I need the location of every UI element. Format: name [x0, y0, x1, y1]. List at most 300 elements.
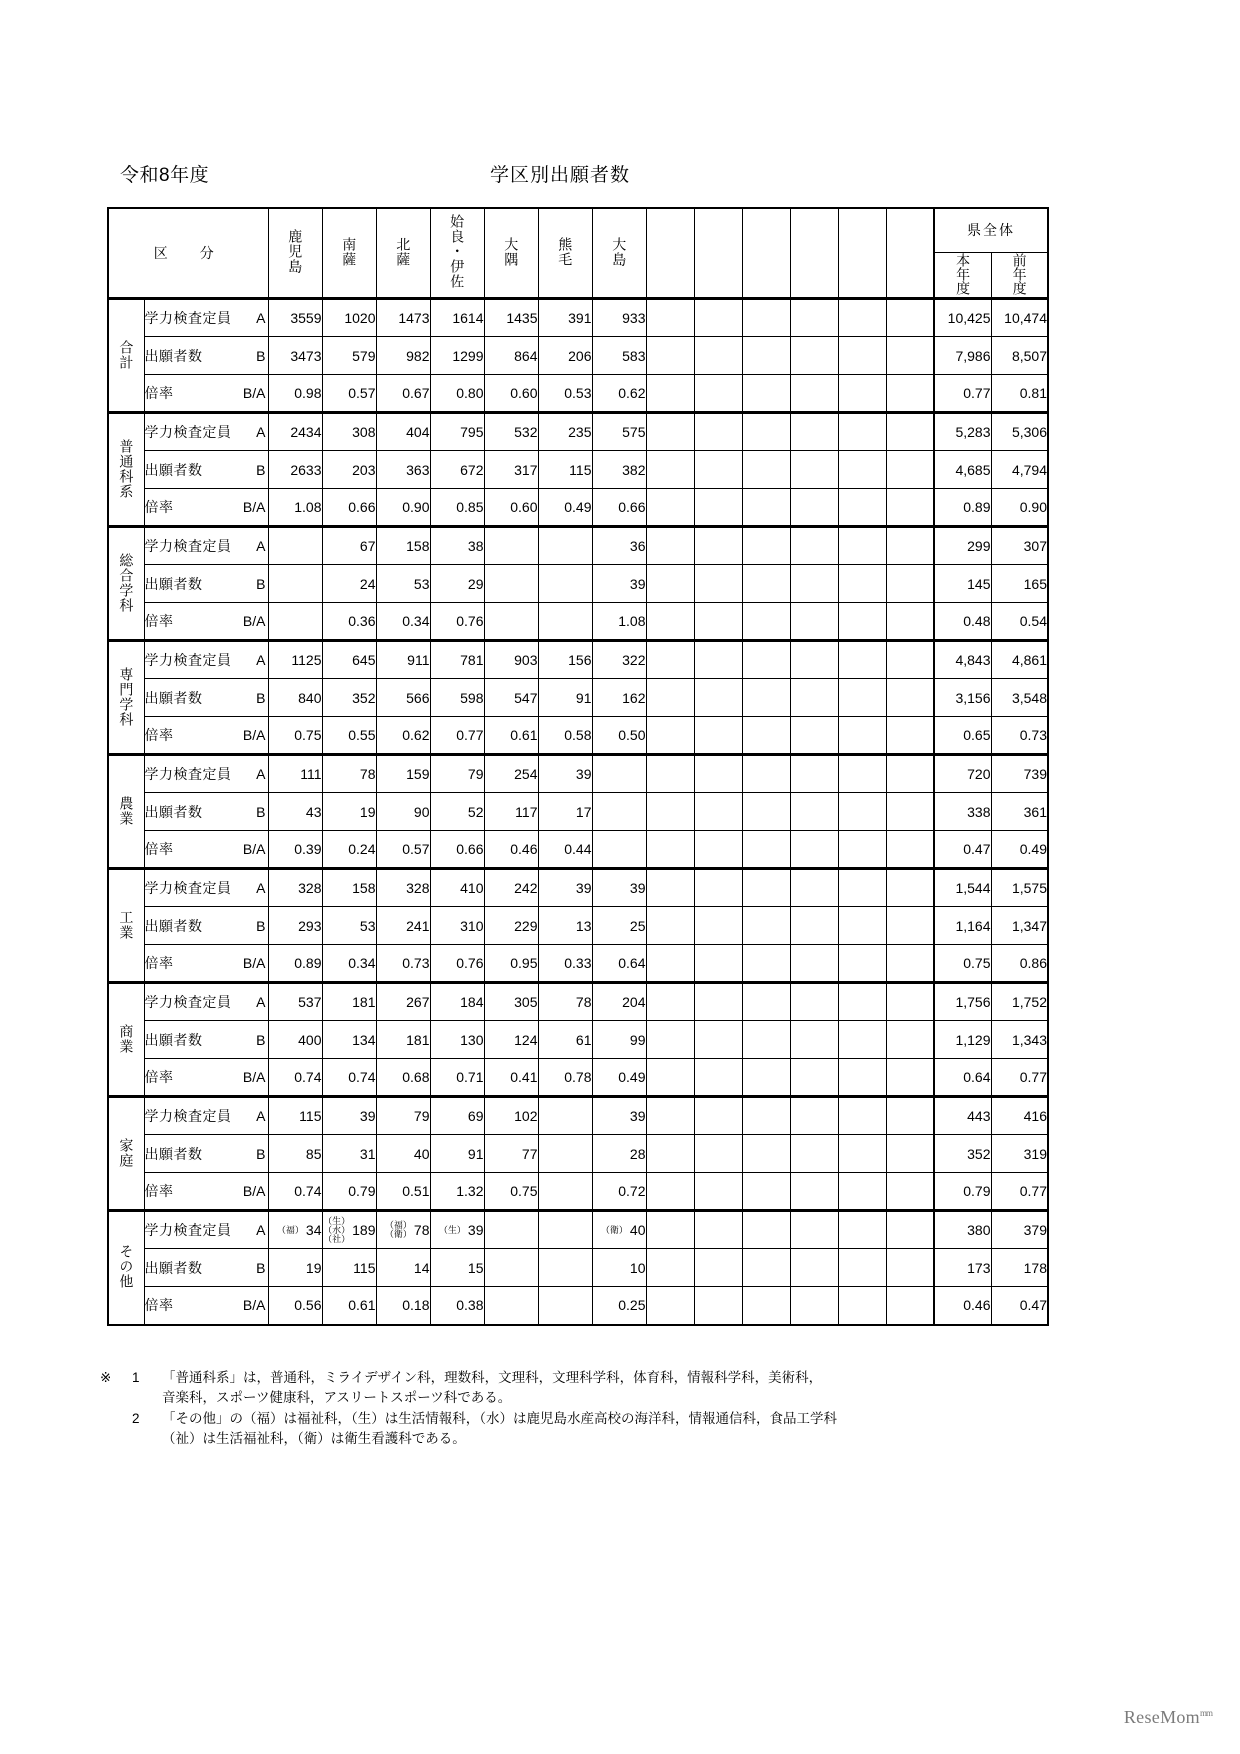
- cell-value: 537: [268, 983, 322, 1021]
- cell-blank: [694, 1249, 742, 1287]
- cell-value: 130: [430, 1021, 484, 1059]
- cell-value: 0.66: [592, 489, 646, 527]
- cell-blank: [790, 565, 838, 603]
- cell-total-this-year: 1,129: [934, 1021, 991, 1059]
- cell-total-last-year: 319: [991, 1135, 1048, 1173]
- cell-blank: [646, 907, 694, 945]
- cell-value: 2434: [268, 413, 322, 451]
- cell-total-this-year: 338: [934, 793, 991, 831]
- cell-blank: [694, 869, 742, 907]
- row-item-name: 倍率: [144, 1297, 174, 1314]
- watermark-suffix: mm: [1199, 1708, 1212, 1718]
- cell-value: 363: [376, 451, 430, 489]
- row-item-label: [144, 1287, 268, 1325]
- row-item-code: B: [256, 575, 266, 592]
- cell-value: 293: [268, 907, 322, 945]
- cell-value: 781: [430, 641, 484, 679]
- footnote-number: 2: [132, 1410, 140, 1426]
- cell-value: 19: [268, 1249, 322, 1287]
- cell-value: 0.73: [376, 945, 430, 983]
- cell-value: 69: [430, 1097, 484, 1135]
- row-item-code: A: [256, 1222, 266, 1239]
- cell-blank: [694, 375, 742, 413]
- cell-value: 15: [430, 1249, 484, 1287]
- cell-value: 0.46: [484, 831, 538, 869]
- cell-blank: [694, 527, 742, 565]
- row-item-label: [144, 299, 268, 337]
- cell-value: 235: [538, 413, 592, 451]
- row-item-name: 倍率: [144, 385, 174, 402]
- footnote-line: [100, 1368, 1060, 1388]
- row-item-label: [144, 983, 268, 1021]
- table-row: [108, 1021, 1048, 1059]
- cell-value: [484, 1211, 538, 1249]
- header-district-label: 大島: [611, 236, 628, 267]
- cell-value: 117: [484, 793, 538, 831]
- cell-value: 0.74: [322, 1059, 376, 1097]
- row-item-code: A: [256, 994, 266, 1011]
- row-item-label: [144, 641, 268, 679]
- cell-value: 391: [538, 299, 592, 337]
- cell-blank: [646, 793, 694, 831]
- cell-blank: [694, 337, 742, 375]
- cell-value: 25: [592, 907, 646, 945]
- cell-value: [484, 565, 538, 603]
- cell-value: 19: [322, 793, 376, 831]
- cell-blank: [694, 1021, 742, 1059]
- cell-value: 10: [592, 1249, 646, 1287]
- cell-blank: [646, 527, 694, 565]
- cell-value: 583: [592, 337, 646, 375]
- cell-blank: [790, 945, 838, 983]
- cell-blank: [838, 793, 886, 831]
- cell-value: 0.56: [268, 1287, 322, 1325]
- table-row: [108, 413, 1048, 451]
- cell-total-this-year: 5,283: [934, 413, 991, 451]
- cell-value: 17: [538, 793, 592, 831]
- header-this-year-label: 本年度: [955, 252, 972, 295]
- header-blank-6: [886, 208, 934, 299]
- row-item-name: 出願者数: [144, 347, 203, 364]
- cell-total-this-year: 1,756: [934, 983, 991, 1021]
- header-district-label: 大隅: [503, 236, 520, 267]
- cell-total-last-year: 178: [991, 1249, 1048, 1287]
- row-item-code: A: [256, 880, 266, 897]
- header-district-2: [322, 208, 376, 299]
- row-item-label: [144, 451, 268, 489]
- cell-value: 43: [268, 793, 322, 831]
- row-item-label: [144, 869, 268, 907]
- cell-blank: [886, 1097, 934, 1135]
- cell-total-this-year: 299: [934, 527, 991, 565]
- row-group-label-4: [108, 641, 144, 755]
- cell-value: 400: [268, 1021, 322, 1059]
- row-group-label-2: [108, 413, 144, 527]
- cell-value: 1614: [430, 299, 484, 337]
- row-item-code: B: [256, 347, 266, 364]
- table-row: [108, 451, 1048, 489]
- cell-blank: [694, 1135, 742, 1173]
- cell-blank: [886, 869, 934, 907]
- cell-blank: [646, 1287, 694, 1325]
- cell-value: 204: [592, 983, 646, 1021]
- row-item-name: 学力検査定員: [144, 880, 232, 897]
- cell-total-last-year: 0.77: [991, 1173, 1048, 1211]
- cell-blank: [838, 1249, 886, 1287]
- cell-total-last-year: 416: [991, 1097, 1048, 1135]
- cell-value: [268, 565, 322, 603]
- cell-total-this-year: 0.48: [934, 603, 991, 641]
- table-row: [108, 717, 1048, 755]
- cell-blank: [838, 375, 886, 413]
- cell-blank: [742, 337, 790, 375]
- cell-value: 864: [484, 337, 538, 375]
- row-item-code: B/A: [242, 727, 266, 744]
- cell-value: 0.89: [268, 945, 322, 983]
- cell-blank: [790, 299, 838, 337]
- cell-blank: [790, 679, 838, 717]
- row-item-code: A: [256, 766, 266, 783]
- cell-annotation: （生）: [438, 1224, 466, 1235]
- cell-blank: [742, 1249, 790, 1287]
- cell-value: 85: [268, 1135, 322, 1173]
- cell-value: [322, 1211, 376, 1249]
- table-row: [108, 489, 1048, 527]
- header-blank-2: [694, 208, 742, 299]
- cell-value: 102: [484, 1097, 538, 1135]
- cell-total-this-year: 0.65: [934, 717, 991, 755]
- cell-total-last-year: 8,507: [991, 337, 1048, 375]
- cell-value: 254: [484, 755, 538, 793]
- cell-value: 404: [376, 413, 430, 451]
- row-item-code: B/A: [242, 499, 266, 516]
- cell-blank: [886, 299, 934, 337]
- table-row: [108, 1059, 1048, 1097]
- cell-value: 0.60: [484, 375, 538, 413]
- table-row: [108, 299, 1048, 337]
- cell-blank: [886, 1249, 934, 1287]
- row-group-name: 専門学科: [118, 666, 135, 727]
- cell-value: 0.58: [538, 717, 592, 755]
- table-row: [108, 1249, 1048, 1287]
- cell-value: 317: [484, 451, 538, 489]
- cell-blank: [838, 413, 886, 451]
- footnote-line: [100, 1409, 1060, 1429]
- row-group-name: 商業: [118, 1023, 135, 1054]
- row-group-label-3: [108, 527, 144, 641]
- cell-blank: [646, 641, 694, 679]
- header-last-year: [991, 252, 1048, 299]
- cell-blank: [742, 641, 790, 679]
- cell-value: 3473: [268, 337, 322, 375]
- cell-value: 0.66: [322, 489, 376, 527]
- cell-blank: [838, 1211, 886, 1249]
- row-item-code: B/A: [242, 1297, 266, 1314]
- cell-blank: [694, 945, 742, 983]
- header-district-label: 鹿児島: [287, 229, 304, 275]
- cell-value: [538, 1173, 592, 1211]
- cell-value: 162: [592, 679, 646, 717]
- cell-total-this-year: 4,843: [934, 641, 991, 679]
- cell-total-this-year: 145: [934, 565, 991, 603]
- cell-blank: [646, 1097, 694, 1135]
- cell-total-this-year: 352: [934, 1135, 991, 1173]
- cell-total-this-year: 173: [934, 1249, 991, 1287]
- row-item-name: 学力検査定員: [144, 424, 232, 441]
- cell-blank: [790, 641, 838, 679]
- cell-value: 1020: [322, 299, 376, 337]
- table-row: [108, 755, 1048, 793]
- row-group-name: 家庭: [118, 1137, 135, 1168]
- cell-blank: [886, 907, 934, 945]
- cell-value: 111: [268, 755, 322, 793]
- cell-total-last-year: 1,343: [991, 1021, 1048, 1059]
- cell-value: 0.61: [484, 717, 538, 755]
- cell-blank: [694, 451, 742, 489]
- table-row: [108, 907, 1048, 945]
- cell-value: 0.57: [376, 831, 430, 869]
- row-item-label: [144, 679, 268, 717]
- cell-blank: [886, 1021, 934, 1059]
- cell-value: 115: [538, 451, 592, 489]
- cell-blank: [838, 945, 886, 983]
- cell-blank: [646, 1021, 694, 1059]
- cell-value: 39: [538, 755, 592, 793]
- cell-blank: [790, 869, 838, 907]
- cell-value: 410: [430, 869, 484, 907]
- cell-value: 0.62: [592, 375, 646, 413]
- cell-value: 0.49: [538, 489, 592, 527]
- row-item-name: 学力検査定員: [144, 538, 232, 555]
- cell-value: 310: [430, 907, 484, 945]
- cell-value: 206: [538, 337, 592, 375]
- cell-blank: [790, 451, 838, 489]
- cell-number: 40: [629, 1222, 646, 1239]
- cell-total-this-year: 720: [934, 755, 991, 793]
- cell-value: 40: [376, 1135, 430, 1173]
- cell-total-this-year: 1,164: [934, 907, 991, 945]
- cell-blank: [838, 1059, 886, 1097]
- row-group-label-9: [108, 1211, 144, 1325]
- cell-value: [484, 1287, 538, 1325]
- cell-value: 911: [376, 641, 430, 679]
- footnote-symbol: [100, 1388, 132, 1408]
- cell-value: 159: [376, 755, 430, 793]
- cell-blank: [886, 679, 934, 717]
- cell-blank: [838, 527, 886, 565]
- cell-value: [538, 527, 592, 565]
- row-item-code: A: [256, 652, 266, 669]
- cell-value: 0.76: [430, 603, 484, 641]
- cell-value: 39: [322, 1097, 376, 1135]
- row-item-label: [144, 527, 268, 565]
- row-item-code: B: [256, 917, 266, 934]
- table-header: [108, 208, 1048, 299]
- cell-blank: [646, 1211, 694, 1249]
- header-district-label: 姶良・伊佐: [449, 214, 466, 290]
- header-district-5: [484, 208, 538, 299]
- cell-blank: [742, 1211, 790, 1249]
- table-row: [108, 679, 1048, 717]
- cell-blank: [742, 565, 790, 603]
- cell-value: 31: [322, 1135, 376, 1173]
- row-item-name: 学力検査定員: [144, 1222, 232, 1239]
- cell-value: 115: [322, 1249, 376, 1287]
- cell-value: 241: [376, 907, 430, 945]
- table-row: [108, 565, 1048, 603]
- cell-blank: [838, 679, 886, 717]
- cell-blank: [694, 983, 742, 1021]
- row-group-name: その他: [118, 1244, 135, 1290]
- cell-blank: [790, 527, 838, 565]
- table-row: [108, 1097, 1048, 1135]
- table-row: [108, 869, 1048, 907]
- table-row: [108, 1173, 1048, 1211]
- cell-blank: [694, 831, 742, 869]
- cell-blank: [790, 1097, 838, 1135]
- cell-value: 38: [430, 527, 484, 565]
- row-item-name: 倍率: [144, 1183, 174, 1200]
- cell-blank: [790, 1249, 838, 1287]
- cell-total-this-year: 1,544: [934, 869, 991, 907]
- cell-blank: [838, 907, 886, 945]
- table-row: [108, 1135, 1048, 1173]
- cell-blank: [646, 755, 694, 793]
- row-item-label: [144, 1249, 268, 1287]
- cell-blank: [790, 375, 838, 413]
- cell-value: 982: [376, 337, 430, 375]
- header-district-7: [592, 208, 646, 299]
- cell-total-last-year: 307: [991, 527, 1048, 565]
- row-group-label-5: [108, 755, 144, 869]
- cell-value: 115: [268, 1097, 322, 1135]
- row-item-label: [144, 565, 268, 603]
- cell-blank: [790, 831, 838, 869]
- cell-blank: [886, 1135, 934, 1173]
- cell-value: 0.80: [430, 375, 484, 413]
- cell-total-this-year: 0.46: [934, 1287, 991, 1325]
- cell-blank: [886, 1211, 934, 1249]
- cell-value: 99: [592, 1021, 646, 1059]
- cell-blank: [886, 983, 934, 1021]
- footnote-text: 音楽科，スポーツ健康科，アスリートスポーツ科である。: [162, 1390, 512, 1406]
- row-item-code: A: [256, 538, 266, 555]
- row-item-name: 出願者数: [144, 689, 203, 706]
- row-item-name: 出願者数: [144, 1031, 203, 1048]
- table-row: [108, 641, 1048, 679]
- row-item-name: 倍率: [144, 499, 174, 516]
- cell-blank: [646, 299, 694, 337]
- header-blank-3: [742, 208, 790, 299]
- cell-total-this-year: 0.79: [934, 1173, 991, 1211]
- cell-number: 78: [413, 1222, 430, 1239]
- row-item-code: B/A: [242, 955, 266, 972]
- cell-value: 0.25: [592, 1287, 646, 1325]
- applicants-by-district-table: [107, 207, 1049, 1326]
- cell-value: 78: [322, 755, 376, 793]
- cell-blank: [742, 717, 790, 755]
- cell-value: 158: [322, 869, 376, 907]
- header-prefecture-total: 県全体: [934, 208, 1048, 252]
- cell-blank: [694, 755, 742, 793]
- row-item-label: [144, 755, 268, 793]
- row-item-code: A: [256, 1108, 266, 1125]
- header-district-3: [376, 208, 430, 299]
- cell-value: 0.67: [376, 375, 430, 413]
- cell-blank: [790, 1173, 838, 1211]
- cell-value: 0.74: [268, 1173, 322, 1211]
- cell-value: 0.78: [538, 1059, 592, 1097]
- cell-total-last-year: 0.90: [991, 489, 1048, 527]
- cell-blank: [886, 375, 934, 413]
- cell-blank: [694, 1173, 742, 1211]
- row-item-label: [144, 907, 268, 945]
- row-item-code: B: [256, 689, 266, 706]
- cell-value: 91: [538, 679, 592, 717]
- row-item-name: 出願者数: [144, 803, 203, 820]
- row-item-code: A: [256, 424, 266, 441]
- cell-blank: [838, 1135, 886, 1173]
- cell-blank: [886, 641, 934, 679]
- cell-total-last-year: 1,575: [991, 869, 1048, 907]
- cell-blank: [886, 793, 934, 831]
- row-item-name: 出願者数: [144, 1145, 203, 1162]
- cell-value: 39: [592, 1097, 646, 1135]
- cell-blank: [790, 1021, 838, 1059]
- header-this-year: [934, 252, 991, 299]
- row-item-label: [144, 603, 268, 641]
- cell-annotation: （福）: [276, 1224, 304, 1235]
- cell-blank: [694, 1097, 742, 1135]
- cell-value: 903: [484, 641, 538, 679]
- footnote-number: 1: [132, 1370, 140, 1385]
- cell-value: 547: [484, 679, 538, 717]
- header-district-4: [430, 208, 484, 299]
- cell-number: 189: [352, 1222, 376, 1239]
- row-item-label: [144, 1173, 268, 1211]
- row-item-label: [144, 337, 268, 375]
- table-row: [108, 793, 1048, 831]
- footnote-number: [132, 1429, 162, 1449]
- cell-total-last-year: 0.73: [991, 717, 1048, 755]
- cell-value: 0.34: [322, 945, 376, 983]
- cell-blank: [646, 945, 694, 983]
- row-item-code: B: [256, 1145, 266, 1162]
- footnote-symbol: [100, 1429, 132, 1449]
- cell-value: 0.74: [268, 1059, 322, 1097]
- cell-blank: [838, 337, 886, 375]
- cell-value: 1.08: [592, 603, 646, 641]
- footnote-symbol: ※: [100, 1370, 112, 1385]
- row-item-label: [144, 1021, 268, 1059]
- cell-value: 39: [592, 869, 646, 907]
- row-item-label: [144, 717, 268, 755]
- cell-total-last-year: 1,347: [991, 907, 1048, 945]
- cell-value: 181: [376, 1021, 430, 1059]
- cell-blank: [886, 413, 934, 451]
- cell-value: 598: [430, 679, 484, 717]
- row-item-name: 倍率: [144, 841, 174, 858]
- cell-blank: [742, 527, 790, 565]
- footnote-text: 「その他」の（福）は福祉科，（生）は生活情報科，（水）は鹿児島水産高校の海洋科，情報通信科，食品工学科: [162, 1410, 837, 1426]
- cell-blank: [694, 603, 742, 641]
- cell-total-this-year: 0.89: [934, 489, 991, 527]
- cell-blank: [694, 489, 742, 527]
- cell-total-last-year: 5,306: [991, 413, 1048, 451]
- cell-total-last-year: 165: [991, 565, 1048, 603]
- cell-total-last-year: 4,861: [991, 641, 1048, 679]
- cell-value: 0.49: [592, 1059, 646, 1097]
